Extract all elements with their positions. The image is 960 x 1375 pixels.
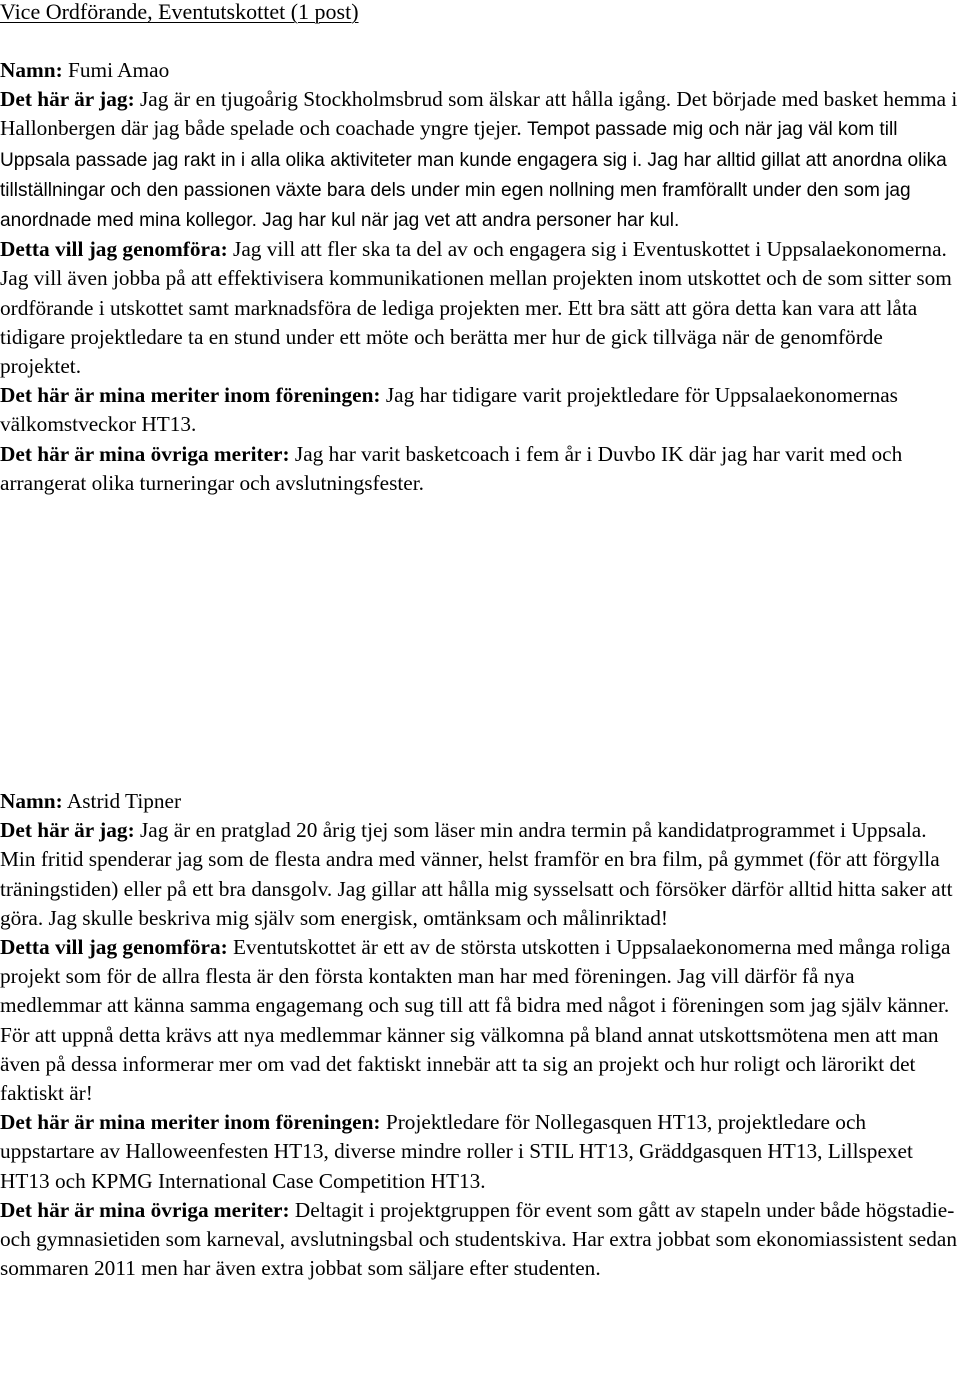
other-merits-label: Det här är mina övriga meriter: — [0, 1197, 290, 1222]
other-merits-text: Jag har varit basketcoach i fem år i Duvbo IK där jag har varit med och arrangerat olika turneringar och avslutningsfester. — [0, 441, 903, 495]
merits-paragraph — [0, 381, 958, 439]
merits-label: Det här är mina meriter inom föreningen: — [0, 1110, 381, 1135]
merits-text: Jag har tidigare varit projektledare för Uppsalaekonomernas välkomstveckor HT13. — [0, 383, 898, 437]
other-merits-text: Deltagit i projektgruppen för event som gått av stapeln under både högstadie- och gymnasietiden som karneval, avslutningsbal och studentskiva. Har extra jobbat som ekonomiassistent sedan sommaren 2011 men har även extra jobbat som säljare efter studenten. — [0, 1197, 957, 1281]
name-label: Namn: — [0, 789, 63, 813]
name-label: Namn: — [0, 58, 63, 82]
candidate-name-line — [0, 787, 958, 816]
goals-label: Detta vill jag genomföra: — [0, 237, 228, 262]
about-label: Det här är jag: — [0, 818, 135, 843]
goals-paragraph — [0, 933, 958, 1108]
about-text-continued: Tempot passade mig och när jag väl kom till Uppsala passade jag rakt in i alla olika aktiviteter man kunde engagera sig i. Jag har alltid gillat att anordna olika tillställningar och den passionen växte bara dels under min egen nollning men framförallt under den som jag anordnade med mina kollegor. Jag har kul när jag vet att andra personer har kul. — [0, 119, 947, 232]
about-paragraph — [0, 816, 958, 933]
other-merits-paragraph — [0, 1196, 958, 1284]
goals-paragraph — [0, 235, 958, 381]
merits-label: Det här är mina meriter inom föreningen: — [0, 383, 381, 408]
candidate-name-line — [0, 56, 958, 85]
candidate-fumi-amao — [0, 56, 958, 498]
candidate-astrid-tipner — [0, 787, 958, 1283]
about-label: Det här är jag: — [0, 87, 135, 112]
goals-text: Jag vill att fler ska ta del av och engagera sig i Eventuskottet i Uppsalaekonomerna. Jag vill även jobba på att effektivisera kommunikationen mellan projekten inom utskottet och de som sitter som ordförande i utskottet samt marknadsföra de lediga projekten mer. Ett bra sätt att göra detta kan vara att låta tidigare projektledare ta en stund under ett möte och berätta mer hur de gick tillväga när de genomförde projektet. — [0, 237, 952, 379]
about-paragraph — [0, 85, 958, 235]
candidate-name: Fumi Amao — [68, 58, 170, 82]
section-heading: Vice Ordförande, Eventutskottet (1 post) — [0, 0, 359, 24]
other-merits-paragraph — [0, 440, 958, 498]
candidate-name: Astrid Tipner — [66, 789, 182, 813]
merits-text: Projektledare för Nollegasquen HT13, projektledare och uppstartare av Halloweenfesten HT13, diverse mindre roller i STIL HT13, Gräddgasquen HT13, Lillspexet HT13 och KPMG International Case Competition HT13. — [0, 1110, 913, 1193]
merits-paragraph — [0, 1108, 958, 1196]
goals-label: Detta vill jag genomföra: — [0, 935, 228, 960]
goals-text: Eventutskottet är ett av de största utskotten i Uppsalaekonomerna med många roliga projekt som för de allra flesta är den första kontakten man har med föreningen. Jag vill därför få nya medlemmar att känna samma engagemang och sug till att få bidra med något i föreningen som jag själv känner. För att uppnå detta krävs att nya medlemmar känner sig välkomna på bland annat utskottsmötena men att man även på dessa informerar mer om vad det faktiskt innebär att ta sig an projekt och hur roligt och lärorikt det faktiskt är! — [0, 935, 951, 1106]
about-text: Jag är en pratglad 20 årig tjej som läser min andra termin på kandidatprogrammet i Uppsala. Min fritid spenderar jag som de flesta andra med vänner, helst framför en bra film, på gymmet (för att förgylla träningstiden) eller på ett bra dansgolv. Jag gillar att hålla mig sysselsatt och försöker därför alltid hitta saker att göra. Jag skulle beskriva mig själv som energisk, omtänksam och målinriktad! — [0, 818, 953, 930]
other-merits-label: Det här är mina övriga meriter: — [0, 441, 290, 466]
about-text: Jag är en tjugoårig Stockholmsbrud som älskar att hålla igång. Det började med basket hemma i Hallonbergen där jag både spelade och coachade yngre tjejer. — [0, 87, 958, 141]
